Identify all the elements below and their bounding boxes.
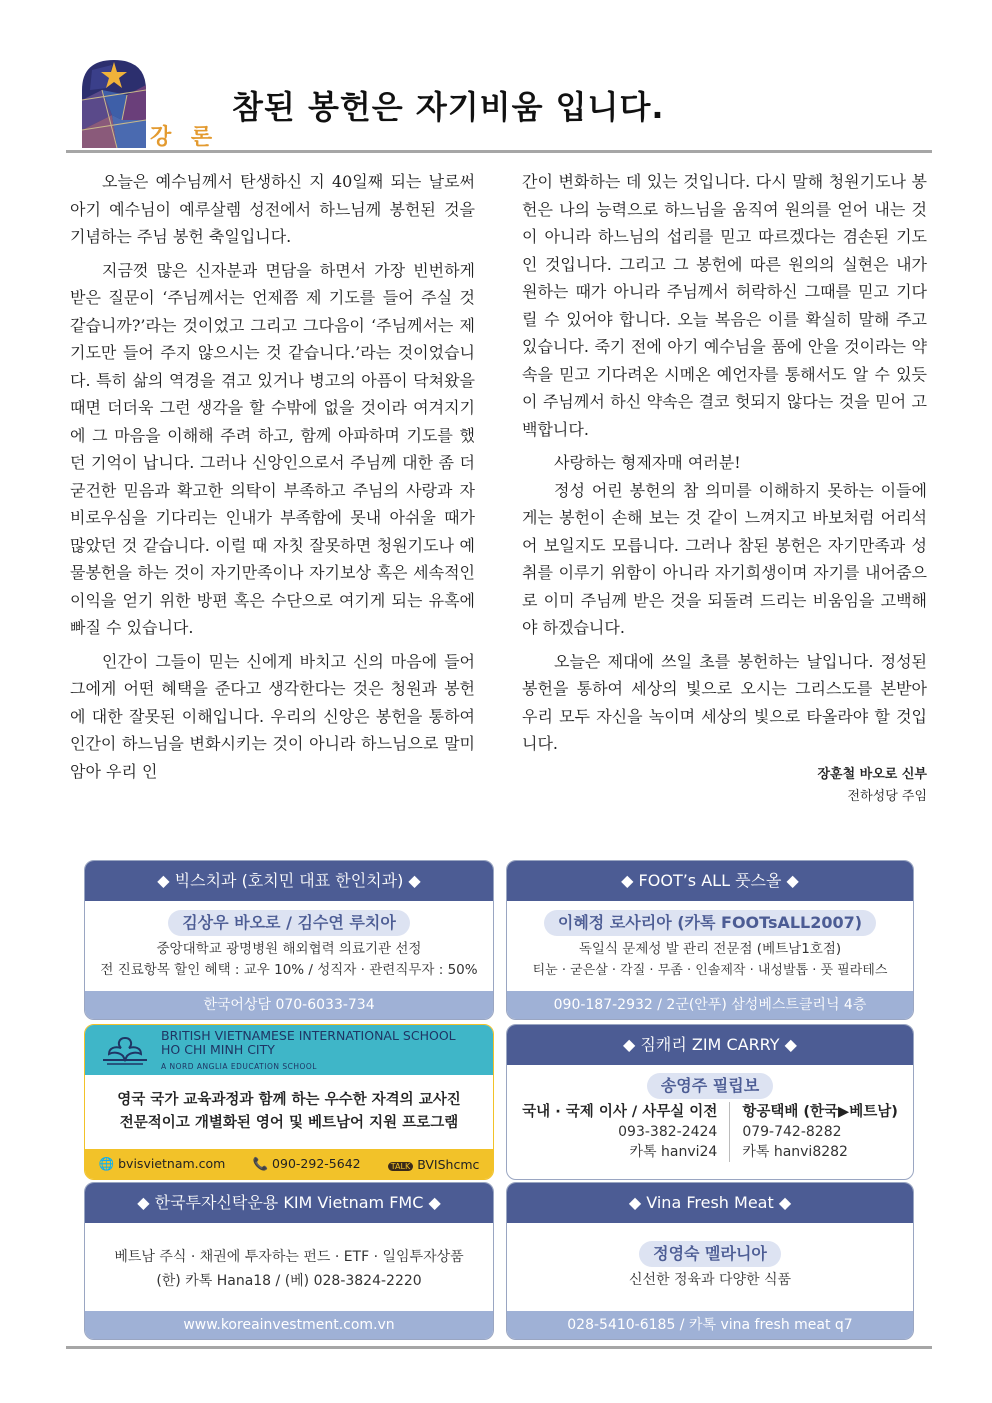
phone-icon: 📞	[252, 1156, 269, 1171]
ad-contact-names: 김상우 바오로 / 김수연 루치아	[168, 910, 410, 936]
ad-line: 신선한 정육과 다양한 식품	[628, 1272, 792, 1288]
ad-line: 독일식 문제성 발 관리 전문점 (베트남1호점)	[578, 941, 842, 957]
zim-courier-kakao: 카톡 hanvi8282	[742, 1144, 848, 1160]
zim-moving-kakao: 카톡 hanvi24	[629, 1144, 718, 1160]
bvis-phone[interactable]: 📞 090-292-5642	[252, 1156, 361, 1171]
zim-courier-phone: 079-742-8282	[742, 1124, 842, 1140]
ad-zim-carry	[506, 1024, 914, 1180]
globe-icon: 🌐	[98, 1156, 115, 1171]
ad-line: 전 진료항목 할인 혜택 : 교우 10% / 성직자 · 관련직무자 : 50%	[100, 962, 478, 978]
ad-contact-names: 정영숙 멜라니아	[639, 1241, 781, 1267]
zim-courier-heading: 항공택배 (한국▶베트남)	[742, 1104, 898, 1120]
stained-glass-logo	[82, 60, 146, 148]
article-paragraph: 인간이 그들이 믿는 신에게 바치고 신의 마음에 들어 그에게 어떤 혜택을 준다고 생각한다는 것은 청원과 봉헌에 대한 잘못된 이해입니다. 우리의 신앙은 봉헌을 통하여 인간이 하느님을 변화시키는 것이 아니라 하느님으로 말미암아 우리 인	[70, 651, 475, 781]
ad-line: (한) 카톡 Hana18 / (베) 028-3824-2220	[156, 1273, 422, 1289]
kakao-talk-icon: TALK	[388, 1162, 413, 1171]
article-paragraph: 지금껏 많은 신자분과 면담을 하면서 가장 빈번하게 받은 질문이 ‘주님께서는 언제쯤 제 기도를 들어 주실 것 같습니까?’라는 것이었고 그리고 그다음이 ‘주님께서는 제 기도만 들어 주지 않으시는 것 같습니다.’라는 것이었습니다. 특히 삶의 역경을 겪고 있거나 병고의 아픔이 닥쳐왔을 때면 더더욱 그런 생각을 할 수밖에 없을 것이라 여겨지기에 그 마음을 이해해 주려 하고, 함께 아파하며 기도를 했던 기억이 납니다. 그러나 신앙인으로서 주님께 대한 좀 더 굳건한 믿음과 확고한 의탁이 부족하고 주님의 사랑과 자비로우심을 기다리는 인내가 부족함에 못내 아쉬울 때가 많았던 것 같습니다. 이럴 때 자칫 잘못하면 청원기도나 예물봉헌을 하는 것이 자기만족이나 자기보상 혹은 세속적인 이익을 얻기 위한 방편 혹은 수단으로 여기게 되는 유혹에 빠질 수 있습니다.	[70, 260, 475, 637]
ad-title: ◆ 빅스치과 (호치민 대표 한인치과) ◆	[85, 861, 493, 901]
ad-line: 영국 국가 교육과정과 함께 하는 우수한 자격의 교사진	[117, 1092, 461, 1108]
article-paragraph: 오늘은 예수님께서 탄생하신 지 40일째 되는 날로써 아기 예수님이 예루살렘 성전에서 하느님께 봉헌된 것을 기념하는 주님 봉헌 축일입니다.	[70, 172, 475, 246]
ad-title: ◆ 한국투자신탁운용 KIM Vietnam FMC ◆	[85, 1183, 493, 1223]
bvis-website[interactable]: 🌐 bvisvietnam.com	[98, 1156, 226, 1171]
ad-vina-fresh-meat	[506, 1182, 914, 1340]
ad-contact-names: 송영주 필립보	[647, 1073, 773, 1099]
header-rule	[66, 150, 932, 153]
bvis-kakao[interactable]: TALK BVIShcmc	[388, 1157, 480, 1172]
author-name: 장훈철 바오로 신부	[817, 766, 927, 782]
zim-moving-phone: 093-382-2424	[618, 1124, 718, 1140]
page-title: 참된 봉헌은 자기비움 입니다.	[232, 88, 665, 126]
article-paragraph: 오늘은 제대에 쓰일 초를 봉헌하는 날입니다. 정성된 봉헌을 통하여 세상의 빛으로 오시는 그리스도를 본받아 우리 모두 자신을 녹이며 세상의 빛으로 타올라야 할 것입니다.	[522, 651, 927, 753]
article-paragraph: 간이 변화하는 데 있는 것입니다. 다시 말해 청원기도나 봉헌은 나의 능력으로 하느님을 움직여 원의를 얻어 내는 것이 아니라 하느님의 섭리를 믿고 따르겠다는 겸손된 기도인 것입니다. 그리고 그 봉헌에 따른 원의의 실현은 내가 원하는 때가 아니라 주님께서 허락하신 그때를 믿고 기다릴 수 있어야 합니다. 오늘 복음은 이를 확실히 말해 주고 있습니다. 죽기 전에 아기 예수님을 품에 안을 것이라는 약속을 믿고 기다려온 시메온 예언자를 통해서도 알 수 있듯이 주님께서 하신 약속은 결코 헛되지 않다는 것을 믿어 고백합니다.	[522, 172, 927, 439]
ad-line: 중앙대학교 광명병원 해외협력 의료기관 선정	[156, 941, 422, 957]
ad-bix-dental	[84, 860, 494, 1020]
bvis-crest-icon	[97, 1034, 153, 1066]
author-title: 전하성당 주임	[847, 788, 927, 804]
section-label: 강 론	[150, 125, 219, 150]
ad-footer: 한국어상담 070-6033-734	[85, 991, 493, 1019]
bvis-banner	[85, 1025, 493, 1075]
article-right-column	[522, 168, 927, 808]
ad-line: 전문적이고 개별화된 영어 및 베트남어 지원 프로그램	[119, 1115, 459, 1131]
footer-rule	[66, 1346, 932, 1349]
ad-footer-website[interactable]: www.koreainvestment.com.vn	[85, 1311, 493, 1339]
bvis-name-line1: BRITISH VIETNAMESE INTERNATIONAL SCHOOL	[161, 1028, 456, 1043]
ad-line: 티눈 · 굳은살 · 각질 · 무좀 · 인솔제작 · 내성발톱 · 풋 필라테스	[532, 963, 888, 978]
zim-moving-heading: 국내 · 국제 이사 / 사무실 이전	[522, 1104, 718, 1120]
ad-footer: 090-187-2932 / 2군(안푸) 삼성베스트클리닉 4층	[507, 991, 913, 1019]
bvis-name-line2: HO CHI MINH CITY	[161, 1042, 275, 1057]
ad-kim-vietnam	[84, 1182, 494, 1340]
ad-footer: 028-5410-6185 / 카톡 vina fresh meat q7	[507, 1311, 913, 1339]
ad-contact-names: 이혜정 로사리아 (카톡 FOOTsALL2007)	[544, 910, 876, 936]
article-paragraph: 정성 어린 봉헌의 참 의미를 이해하지 못하는 이들에게는 봉헌이 손해 보는 것 같이 느껴지고 바보처럼 어리석어 보일지도 모릅니다. 그러나 참된 봉헌은 자기만족과 성취를 이루기 위함이 아니라 자기희생이며 자기를 내어줌으로 이미 주님께 받은 것을 되돌려 드리는 비움임을 고백해야 하겠습니다.	[522, 480, 927, 637]
bvis-subtitle: A NORD ANGLIA EDUCATION SCHOOL	[161, 1062, 317, 1071]
ad-foots-all	[506, 860, 914, 1020]
ad-title: ◆ 짐캐리 ZIM CARRY ◆	[507, 1025, 913, 1065]
article-paragraph: 사랑하는 형제자매 여러분!	[554, 453, 741, 472]
ad-title: ◆ FOOT’s ALL 풋스올 ◆	[507, 861, 913, 901]
article-left-column	[70, 168, 475, 791]
ad-bvis-school	[84, 1024, 494, 1180]
ad-line: 베트남 주식 · 채권에 투자하는 펀드 · ETF · 일임투자상품	[114, 1249, 464, 1265]
ad-title: ◆ Vina Fresh Meat ◆	[507, 1183, 913, 1223]
